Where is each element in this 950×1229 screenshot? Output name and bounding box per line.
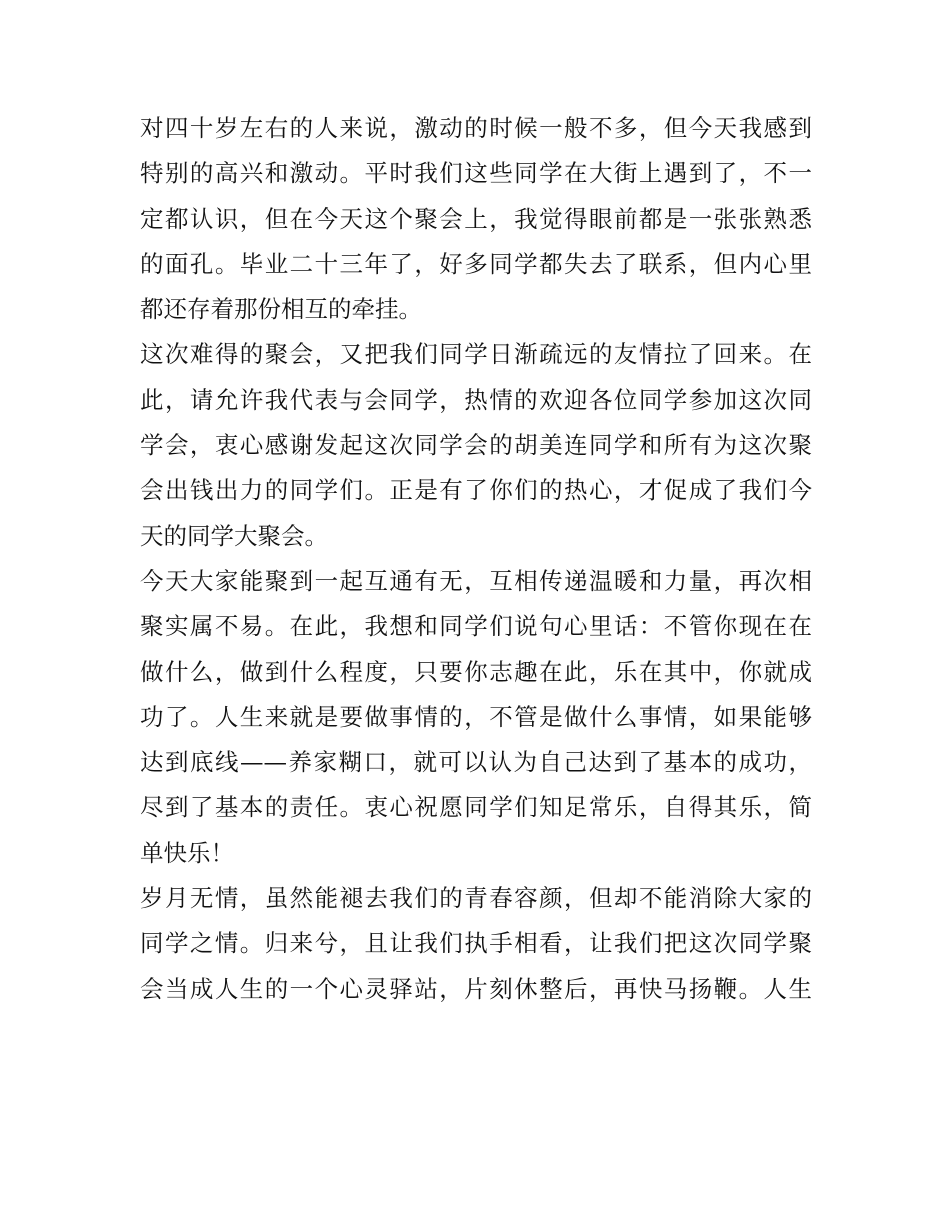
paragraph-2 bbox=[140, 332, 812, 558]
text-line: 会当成人生的一个心灵驿站，片刻休整后，再快马扬鞭。人生 bbox=[140, 974, 812, 1003]
text-line: 同学之情。归来兮，且让我们执手相看，让我们把这次同学聚 bbox=[140, 929, 812, 958]
paragraph-1 bbox=[140, 106, 812, 332]
text-line: 都还存着那份相互的牵挂。 bbox=[140, 295, 422, 324]
text-line: 做什么，做到什么程度，只要你志趣在此，乐在其中，你就成 bbox=[140, 657, 812, 686]
text-line: 学会，衷心感谢发起这次同学会的胡美连同学和所有为这次聚 bbox=[140, 431, 812, 460]
text-line: 特别的高兴和激动。平时我们这些同学在大街上遇到了，不一 bbox=[140, 159, 812, 188]
text-line: 的面孔。毕业二十三年了，好多同学都失去了联系，但内心里 bbox=[140, 249, 812, 278]
text-line: 这次难得的聚会，又把我们同学日渐疏远的友情拉了回来。在 bbox=[140, 340, 812, 369]
text-line: 天的同学大聚会。 bbox=[140, 521, 328, 550]
text-line: 岁月无情，虽然能褪去我们的青春容颜，但却不能消除大家的 bbox=[140, 884, 812, 913]
text-line: 此，请允许我代表与会同学，热情的欢迎各位同学参加这次同 bbox=[140, 385, 812, 414]
text-line: 单快乐！ bbox=[140, 838, 234, 867]
text-line: 会出钱出力的同学们。正是有了你们的热心，才促成了我们今 bbox=[140, 476, 812, 505]
text-line: 尽到了基本的责任。衷心祝愿同学们知足常乐，自得其乐，简 bbox=[140, 793, 812, 822]
text-line: 功了。人生来就是要做事情的，不管是做什么事情，如果能够 bbox=[140, 702, 812, 731]
text-line: 今天大家能聚到一起互通有无，互相传递温暖和力量，再次相 bbox=[140, 566, 812, 595]
text-line: 达到底线——养家糊口，就可以认为自己达到了基本的成功， bbox=[140, 748, 812, 777]
text-line: 对四十岁左右的人来说，激动的时候一般不多，但今天我感到 bbox=[140, 114, 812, 142]
document-body bbox=[140, 106, 812, 1012]
paragraph-4 bbox=[140, 876, 812, 1012]
text-line: 聚实属不易。在此，我想和同学们说句心里话：不管你现在在 bbox=[140, 612, 812, 641]
text-line: 定都认识，但在今天这个聚会上，我觉得眼前都是一张张熟悉 bbox=[140, 204, 812, 233]
paragraph-3 bbox=[140, 559, 812, 876]
